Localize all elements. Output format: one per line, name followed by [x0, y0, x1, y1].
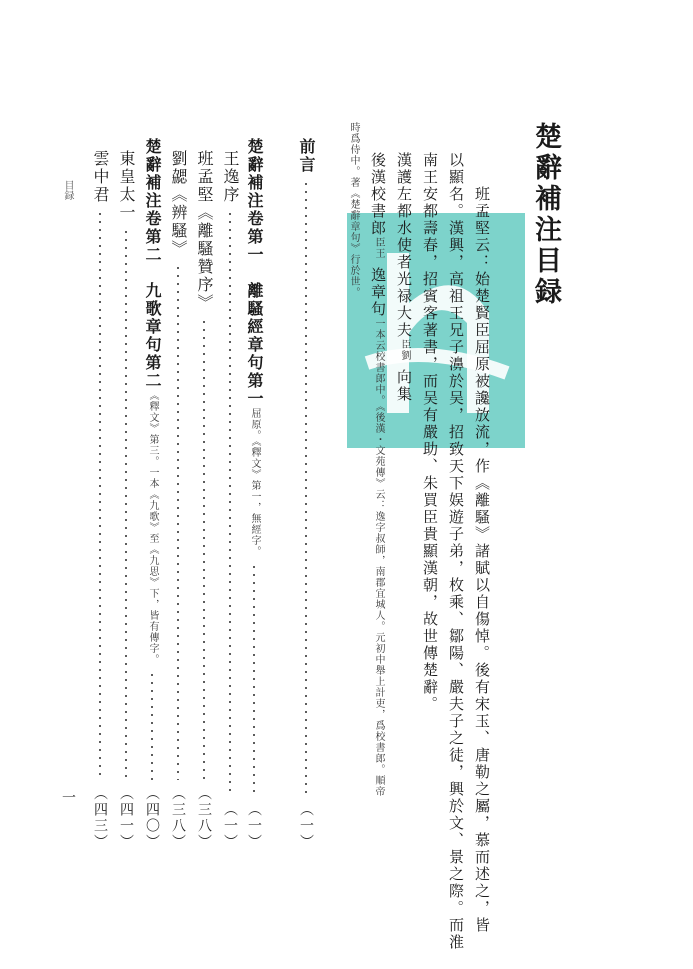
- toc-note: 屈原。《釋文》第一，無經字。: [249, 408, 260, 557]
- toc-label: 前言: [297, 138, 316, 174]
- toc-label: 王逸序: [221, 150, 240, 204]
- preface-line-1: 班孟堅云：始楚賢臣屈原被讒放流，作《離騷》諸賦以自傷悼。後有宋玉、唐勒之屬，慕而述之，皆: [473, 186, 491, 934]
- toc-leader-dots: [177, 264, 179, 780]
- credit2-note: 一本云校書郎中。《後漢・文苑傳》云：逸字叔師，南郡宜城人。元初中舉上計吏，爲校書郎。順帝: [373, 318, 384, 797]
- toc-entry-juan2[interactable]: [144, 138, 160, 850]
- toc-page: （一）: [246, 802, 262, 850]
- credit2-name: 逸章句: [369, 267, 387, 318]
- toc-page: （四〇）: [144, 786, 160, 850]
- running-head: 目録: [62, 180, 73, 200]
- toc-label: 東皇太一: [117, 150, 136, 222]
- toc-page: （一）: [298, 802, 314, 850]
- toc-page: （四一）: [118, 786, 134, 850]
- credit-line-1: [396, 152, 411, 403]
- toc-entry-wangyi-preface[interactable]: [222, 150, 238, 850]
- toc-note: 《釋文》第三。一本《九歌》至《九思》下，皆有傳字。: [147, 390, 158, 665]
- toc-label: 雲中君: [91, 150, 110, 204]
- credit-note-line: 時爲侍中。著《楚辭章句》行於世。: [348, 122, 359, 298]
- toc-label: 劉勰《辨騷》: [169, 150, 188, 258]
- toc-entry-donghuang-taiyi[interactable]: [118, 150, 134, 850]
- toc-leader-dots: [151, 671, 153, 780]
- toc-leader-dots: [99, 210, 101, 780]
- credit-line-2: [370, 152, 385, 797]
- toc-leader-dots: [203, 318, 205, 780]
- credit1-office: 漢護左都水使者光禄大夫: [395, 152, 413, 339]
- page-title: 楚辭補注目録: [530, 122, 561, 308]
- toc-leader-dots: [125, 228, 127, 780]
- toc-entry-juan1[interactable]: [246, 138, 262, 850]
- toc-page: （三八）: [196, 786, 212, 850]
- credit2-office: 後漢校書郎: [369, 152, 387, 237]
- credit1-name: 向集: [395, 369, 413, 403]
- toc-leader-dots: [305, 180, 307, 796]
- toc-entry-preface[interactable]: [298, 138, 314, 850]
- toc-label: 楚辭補注卷第二 九歌章句第二: [143, 138, 162, 390]
- toc-entry-ban-mengjian[interactable]: [196, 150, 212, 850]
- toc-leader-dots: [253, 563, 255, 796]
- toc-label: 班孟堅《離騷贊序》: [195, 150, 214, 312]
- credit2-small: 臣王: [373, 237, 384, 259]
- toc-page: （一）: [222, 802, 238, 850]
- toc-entry-yunzhongjun[interactable]: [92, 150, 108, 850]
- toc-leader-dots: [229, 210, 231, 796]
- toc-label: 楚辭補注卷第一 離騷經章句第一: [245, 138, 264, 408]
- preface-line-2: 以顯名。漢興，高祖王兄子濞於吴，招致天下娱遊子弟，枚乘、鄒陽、嚴夫子之徒，興於文、景之際。而淮: [447, 152, 465, 951]
- toc-entry-liu-xie[interactable]: [170, 150, 186, 850]
- toc-page: （三八）: [170, 786, 186, 850]
- toc-page: （四三）: [92, 786, 108, 850]
- credit1-small: 臣劉: [399, 339, 410, 361]
- preface-line-3: 南王安都壽春，招賓客著書，而吴有嚴助、朱買臣貴顯漢朝，故世傳楚辭。: [421, 152, 439, 713]
- folio-number: 一: [60, 790, 76, 804]
